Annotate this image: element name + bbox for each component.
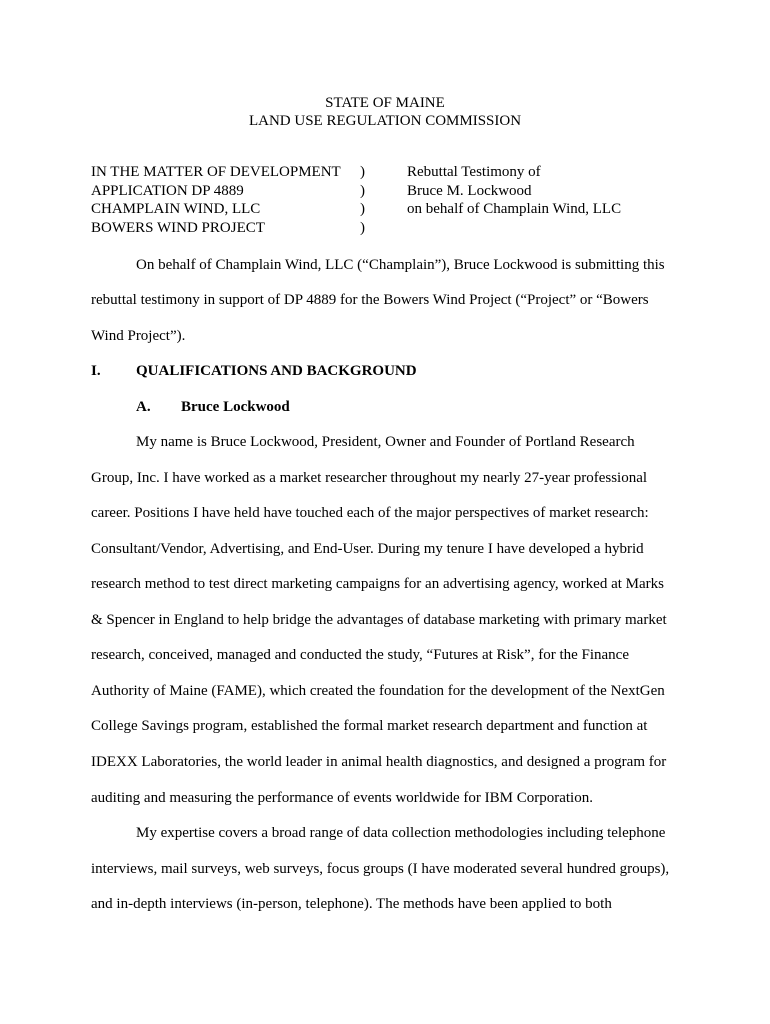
caption-line: CHAMPLAIN WIND, LLC xyxy=(91,201,261,217)
case-caption-left xyxy=(91,163,341,237)
caption-paren: ) xyxy=(360,219,365,236)
caption-paren: ) xyxy=(360,201,365,217)
paragraph-line: IDEXX Laboratories, the world leader in animal health diagnostics, and designed a program for xyxy=(91,754,667,770)
section-number: I. xyxy=(91,363,101,379)
paragraph-line: research method to test direct marketing campaigns for an advertising agency, worked at Marks xyxy=(91,576,664,592)
intro-line: Wind Project”). xyxy=(91,328,186,344)
caption-line: APPLICATION DP 4889 xyxy=(91,182,244,199)
section-title: QUALIFICATIONS AND BACKGROUND xyxy=(136,363,417,379)
paragraph-line: and in-depth interviews (in-person, telephone). The methods have been applied to both xyxy=(91,896,612,912)
paragraph-line: Group, Inc. I have worked as a market researcher throughout my nearly 27-year professional xyxy=(91,470,648,486)
caption-paren: ) xyxy=(360,164,365,180)
subsection-title: Bruce Lockwood xyxy=(181,399,290,415)
caption-line: Rebuttal Testimony of xyxy=(407,164,541,180)
state-heading: STATE OF MAINE xyxy=(325,95,445,111)
paragraph-line: interviews, mail surveys, web surveys, focus groups (I have moderated several hundred groups), xyxy=(91,861,670,877)
paragraph-line: auditing and measuring the performance of events worldwide for IBM Corporation. xyxy=(91,790,593,806)
subsection-letter: A. xyxy=(136,399,151,415)
paragraph-line: Authority of Maine (FAME), which created the foundation for the development of the NextGen xyxy=(91,683,665,699)
paragraph-line: College Savings program, established the formal market research department and function at xyxy=(91,718,648,734)
caption-line: IN THE MATTER OF DEVELOPMENT xyxy=(91,164,341,180)
paragraph-line: & Spencer in England to help bridge the advantages of database marketing with primary market xyxy=(91,612,667,628)
paragraph-line: research, conceived, managed and conducted the study, “Futures at Risk”, for the Finance xyxy=(91,647,630,663)
paragraph-line: My name is Bruce Lockwood, President, Owner and Founder of Portland Research xyxy=(136,434,635,450)
caption-line: BOWERS WIND PROJECT xyxy=(91,219,265,236)
caption-paren: ) xyxy=(360,182,365,199)
caption-line: on behalf of Champlain Wind, LLC xyxy=(407,201,622,217)
case-caption-right xyxy=(407,163,621,219)
case-caption-parens xyxy=(360,163,365,237)
paragraph-line: My expertise covers a broad range of data collection methodologies including telephone xyxy=(136,825,666,841)
paragraph-line: Consultant/Vendor, Advertising, and End-User. During my tenure I have developed a hybrid xyxy=(91,541,644,557)
intro-line: On behalf of Champlain Wind, LLC (“Champlain”), Bruce Lockwood is submitting this xyxy=(136,257,665,273)
caption-line: Bruce M. Lockwood xyxy=(407,182,532,199)
commission-heading: LAND USE REGULATION COMMISSION xyxy=(248,113,522,129)
paragraph-line: career. Positions I have held have touched each of the major perspectives of market research: xyxy=(91,505,649,521)
intro-line: rebuttal testimony in support of DP 4889 for the Bowers Wind Project (“Project” or “Bowers xyxy=(91,292,649,308)
